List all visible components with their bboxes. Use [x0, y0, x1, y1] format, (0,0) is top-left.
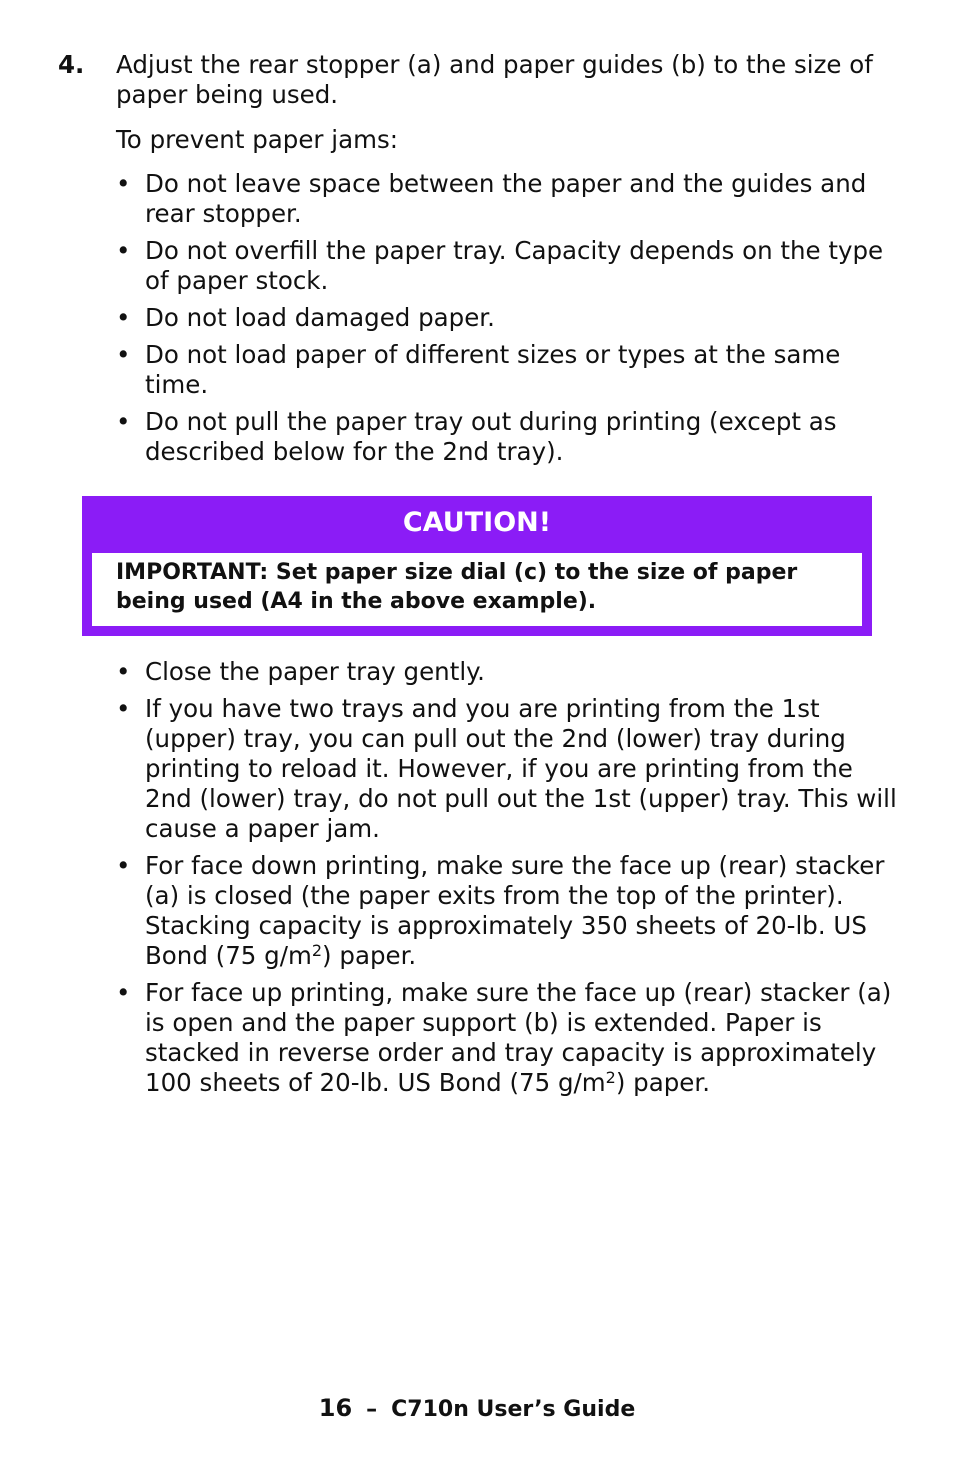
page-footer: [0, 1393, 954, 1425]
step-text: Adjust the rear stopper (a) and paper guides (b) to the size of paper being used.: [116, 50, 873, 109]
bullet-icon: •: [116, 236, 131, 265]
bullet-icon: •: [116, 978, 131, 1007]
guide-title: C710n User’s Guide: [391, 1397, 636, 1422]
list-item: [116, 694, 906, 844]
bullet-icon: •: [116, 303, 131, 332]
list-item-text: For face down printing, make sure the face up (rear) stacker (a) is closed (the paper exits from the top of the printer). Stacking capacity is approximately 350 sheets of 20-lb. US Bond (75 g/m: [145, 851, 885, 970]
tray-notes: [116, 657, 906, 1105]
list-item-text: For face up printing, make sure the face up (rear) stacker (a) is open and the paper support (b) is extended. Paper is stacked in reverse order and tray capacity is approximately 100 sheets of 20-lb. US Bond (75 g/m: [145, 978, 892, 1097]
list-item-text: Do not load damaged paper.: [145, 303, 495, 332]
list-item: [116, 169, 898, 229]
bullet-icon: •: [116, 169, 131, 198]
superscript: 2: [311, 941, 323, 960]
caution-title: CAUTION!: [402, 507, 552, 538]
bullet-icon: •: [116, 657, 131, 686]
bullet-icon: •: [116, 407, 131, 436]
list-item-text: Close the paper tray gently.: [145, 657, 485, 686]
step-number: 4.: [58, 50, 85, 79]
list-item-text: If you have two trays and you are printing from the 1st (upper) tray, you can pull out the 2nd (lower) tray during printing to reload it. However, if you are printing from the 2nd (lower) tray, do not pull out the 1st (upper) tray. This will cause a paper jam.: [145, 694, 897, 843]
list-item: [116, 851, 906, 971]
superscript: 2: [605, 1068, 616, 1087]
list-item-text: Do not leave space between the paper and the guides and rear stopper.: [145, 169, 867, 228]
bullet-icon: •: [116, 340, 131, 369]
page-number: 16: [318, 1394, 353, 1422]
list-item-text-end: ) paper.: [322, 941, 417, 970]
list-item: [116, 340, 898, 400]
tray-notes-list: [116, 657, 906, 1098]
caution-message: IMPORTANT: Set paper size dial (c) to the size of paper being used (A4 in the above example).: [92, 553, 862, 626]
list-item-text: Do not overfill the paper tray. Capacity depends on the type of paper stock.: [145, 236, 884, 295]
bullet-icon: •: [116, 851, 131, 880]
list-item: [116, 657, 906, 687]
step-4: [58, 50, 898, 474]
list-item-text-end: ) paper.: [615, 1068, 710, 1097]
list-item: [116, 407, 898, 467]
prevent-jams-list: [116, 169, 898, 467]
prevent-jams-label: To prevent paper jams:: [116, 125, 398, 154]
list-item: [116, 303, 898, 333]
list-item-text: Do not pull the paper tray out during printing (except as described below for the 2nd tray).: [145, 407, 837, 466]
step-body: [116, 50, 898, 467]
list-item: [116, 236, 898, 296]
caution-box: [82, 496, 872, 636]
bullet-icon: •: [116, 694, 131, 723]
list-item-text: Do not load paper of different sizes or types at the same time.: [145, 340, 841, 399]
footer-separator: –: [366, 1397, 378, 1422]
list-item: [116, 978, 906, 1098]
